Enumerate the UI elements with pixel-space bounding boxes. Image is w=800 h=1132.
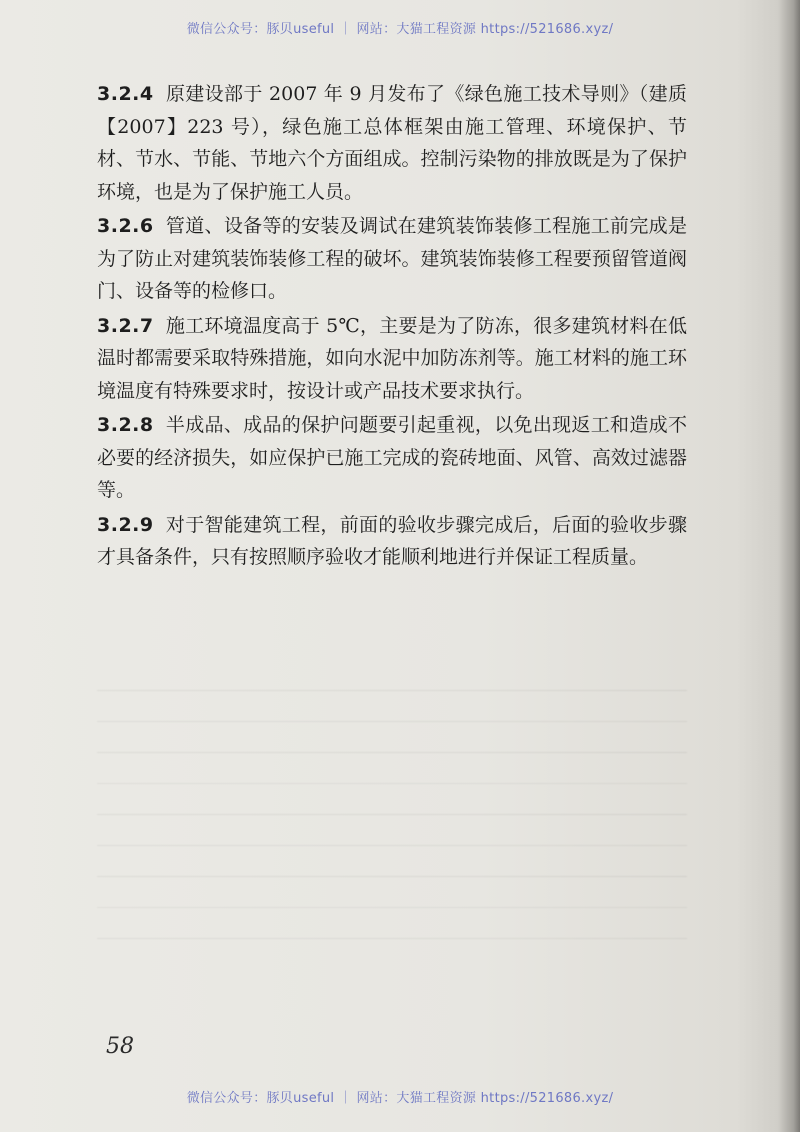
section-3-2-6 xyxy=(97,210,687,308)
section-number: 3.2.4 xyxy=(97,83,154,105)
section-3-2-7 xyxy=(97,310,687,408)
section-number: 3.2.9 xyxy=(97,513,154,536)
section-text: 施工环境温度高于 5℃，主要是为了防冻，很多建筑材料在低温时都需要采取特殊措施，如向水泥中加防冻剂等。施工材料的施工环境温度有特殊要求时，按设计或产品技术要求执行。 xyxy=(97,314,687,402)
section-3-2-9 xyxy=(97,509,687,574)
bleed-through-texture xyxy=(97,660,687,960)
section-number: 3.2.7 xyxy=(97,314,154,337)
page-number: 58 xyxy=(106,1034,134,1059)
document-body xyxy=(97,78,687,576)
page-edge-shadow xyxy=(778,0,800,1132)
section-text: 管道、设备等的安装及调试在建筑装饰装修工程施工前完成是为了防止对建筑装饰装修工程的破坏。建筑装饰装修工程要预留管道阀门、设备等的检修口。 xyxy=(97,215,687,302)
section-text: 原建设部于 2007 年 9 月发布了《绿色施工技术导则》（建质【2007】223 号），绿色施工总体框架由施工管理、环境保护、节材、节水、节能、节地六个方面组成。控制污染物的排放既是为了保护环境，也是为了保护施工人员。 xyxy=(97,83,687,203)
section-number: 3.2.6 xyxy=(97,215,154,237)
section-3-2-4 xyxy=(97,78,687,208)
section-text: 对于智能建筑工程，前面的验收步骤完成后，后面的验收步骤才具备条件，只有按照顺序验收才能顺利地进行并保证工程质量。 xyxy=(97,513,687,568)
section-number: 3.2.8 xyxy=(97,414,154,436)
watermark-bottom: 微信公众号：豚贝useful ｜ 网站：大猫工程资源 https://521686.xyz/ xyxy=(186,1091,614,1106)
watermark-top: 微信公众号：豚贝useful ｜ 网站：大猫工程资源 https://521686.xyz/ xyxy=(186,22,614,37)
section-text: 半成品、成品的保护问题要引起重视，以免出现返工和造成不必要的经济损失，如应保护已施工完成的瓷砖地面、风管、高效过滤器等。 xyxy=(97,414,687,501)
section-3-2-8 xyxy=(97,409,687,507)
